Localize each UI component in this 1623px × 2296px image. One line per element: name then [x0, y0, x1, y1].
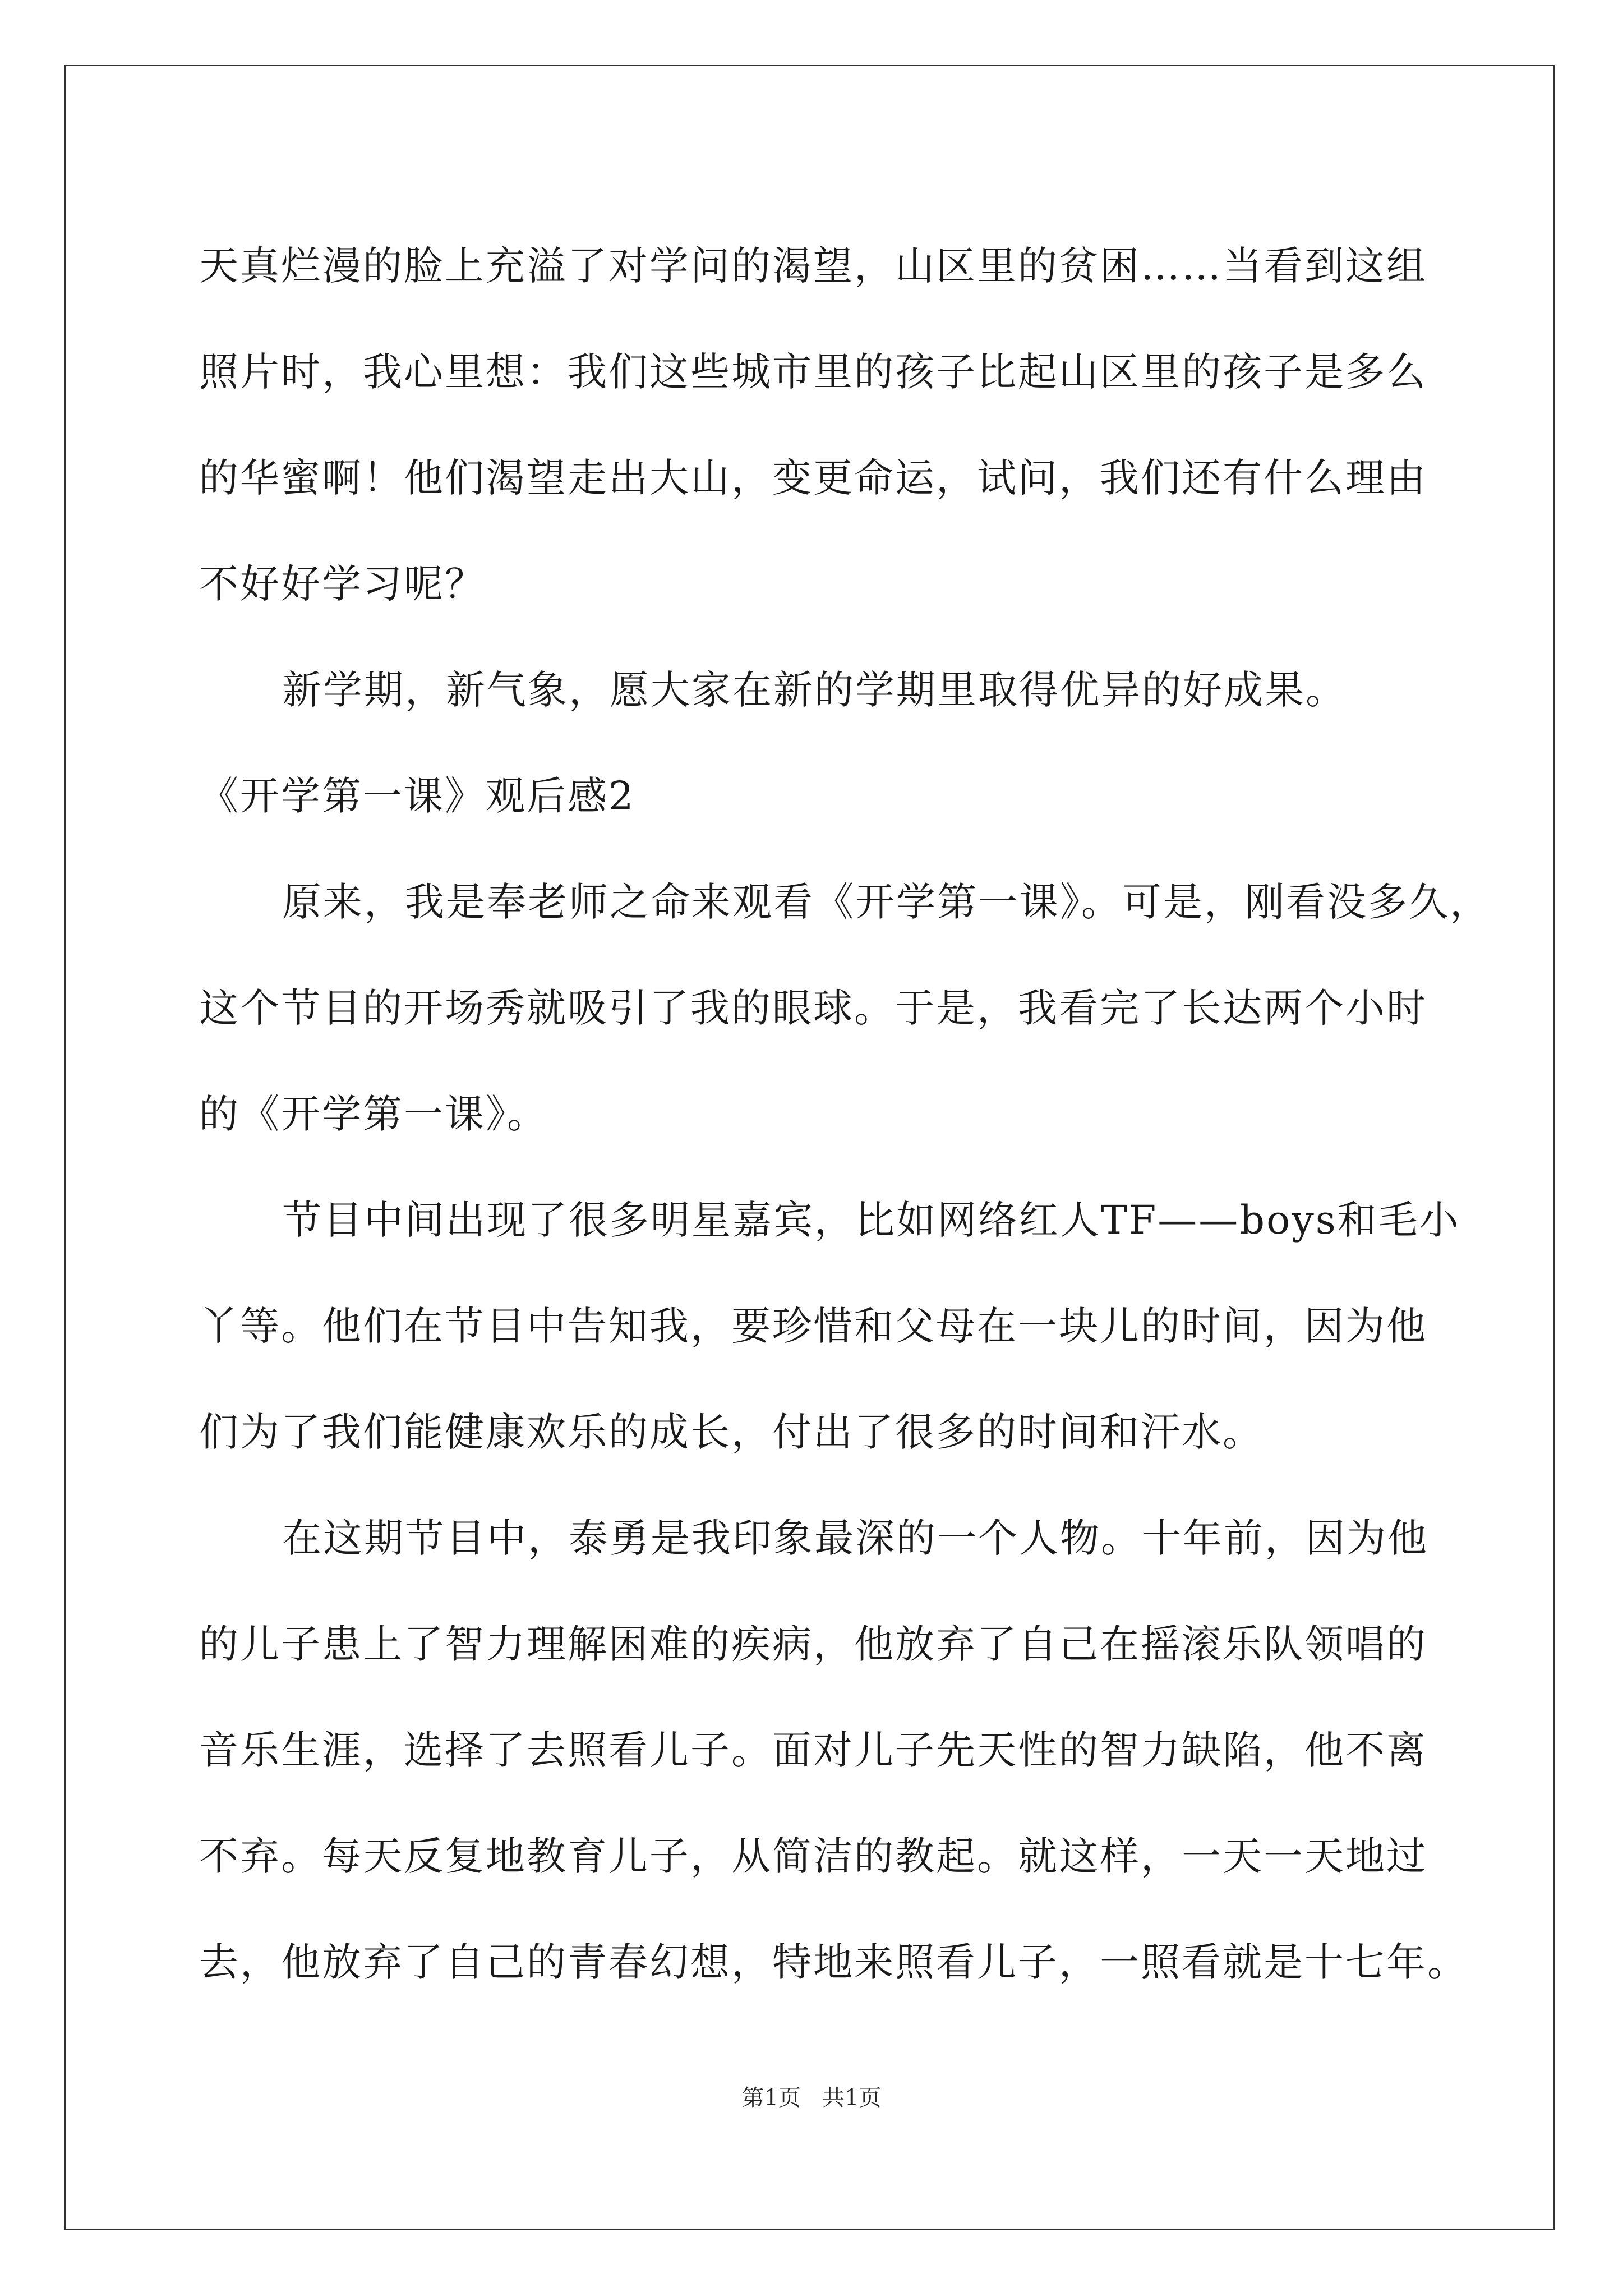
text-line: 这个节目的开场秀就吸引了我的眼球。于是，我看完了长达两个小时 [199, 985, 1427, 1031]
text-line: 原来，我是奉老师之命来观看《开学第一课》。可是，刚看没多久， [282, 879, 1491, 925]
text-line: 在这期节目中，泰勇是我印象最深的一个人物。十年前，因为他 [282, 1515, 1428, 1561]
text-line: 的《开学第一课》。 [199, 1091, 548, 1137]
text-line: 不弃。每天反复地教育儿子，从简洁的教起。就这样，一天一天地过 [199, 1833, 1427, 1879]
text-line: 的儿子患上了智力理解困难的疾病，他放弃了自己在摇滚乐队领唱的 [199, 1621, 1427, 1667]
text-line: 照片时，我心里想：我们这些城市里的孩子比起山区里的孩子是多么 [199, 349, 1427, 395]
section-heading: 《开学第一课》观后感2 [199, 773, 635, 819]
text-line: 去，他放弃了自己的青春幻想，特地来照看儿子，一照看就是十七年。 [199, 1939, 1468, 1985]
page-footer: 第1页 共1页 [741, 2085, 882, 2111]
text-line: 节目中间出现了很多明星嘉宾，比如网络红人TF——boys和毛小 [282, 1197, 1460, 1243]
document-body [199, 213, 1491, 2016]
text-line: 新学期，新气象，愿大家在新的学期里取得优异的好成果。 [282, 667, 1347, 713]
text-line: 不好好学习呢？ [199, 561, 486, 607]
text-line: 音乐生涯，选择了去照看儿子。面对儿子先天性的智力缺陷，他不离 [199, 1727, 1427, 1773]
text-line: 的华蜜啊！他们渴望走出大山，变更命运，试问，我们还有什么理由 [199, 455, 1427, 501]
text-line: 天真烂漫的脸上充溢了对学问的渴望，山区里的贫困……当看到这组 [199, 243, 1427, 289]
text-line: 们为了我们能健康欢乐的成长，付出了很多的时间和汗水。 [199, 1409, 1264, 1455]
text-line: 丫等。他们在节目中告知我，要珍惜和父母在一块儿的时间，因为他 [199, 1303, 1427, 1349]
